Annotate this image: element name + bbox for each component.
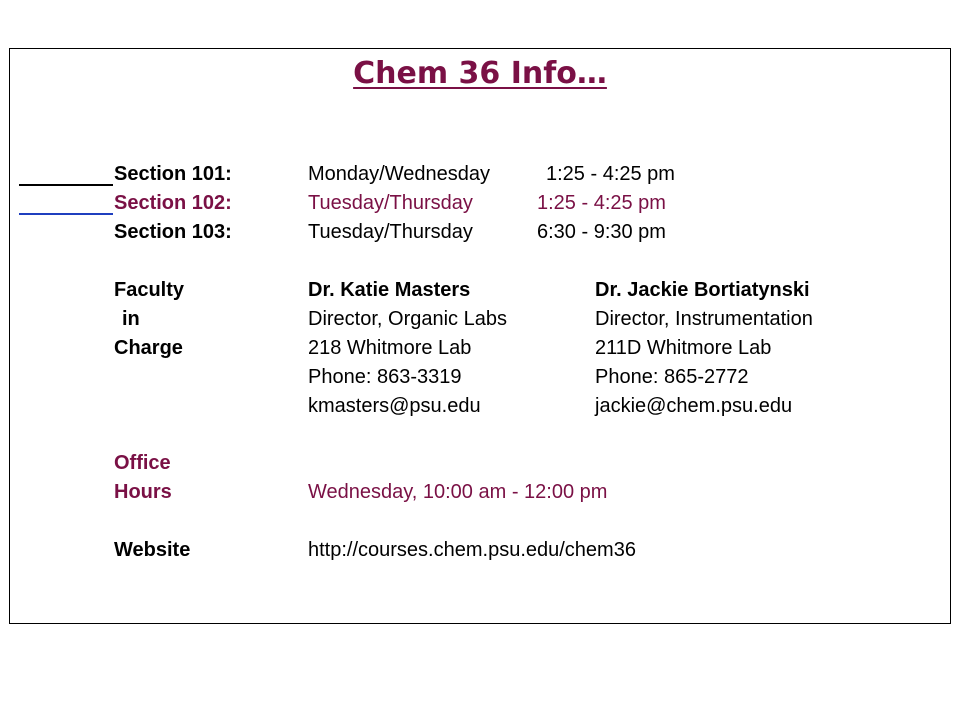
section-103-label: Section 103: (114, 221, 232, 243)
office-hours-label-line-2: Hours (114, 481, 172, 503)
section-101-time: 1:25 - 4:25 pm (546, 163, 675, 185)
title-text: Chem 36 Info… (353, 56, 607, 91)
faculty-label-line-2: in (122, 308, 140, 330)
website-link[interactable]: http://courses.chem.psu.edu/chem36 (308, 539, 636, 561)
faculty-2-phone: Phone: 865-2772 (595, 366, 749, 388)
faculty-label-line-3: Charge (114, 337, 183, 359)
section-102-days: Tuesday/Thursday (308, 192, 473, 214)
faculty-1-name: Dr. Katie Masters (308, 279, 471, 301)
section-103-time: 6:30 - 9:30 pm (537, 221, 666, 243)
website-label: Website (114, 539, 191, 561)
page-title (0, 56, 960, 92)
faculty-1-office: 218 Whitmore Lab (308, 337, 472, 359)
section-103-days: Tuesday/Thursday (308, 221, 473, 243)
section-102-time: 1:25 - 4:25 pm (537, 192, 666, 214)
section-101-marker-line (19, 184, 113, 186)
faculty-2-name: Dr. Jackie Bortiatynski (595, 279, 810, 301)
section-101-label: Section 101: (114, 163, 232, 185)
section-102-marker-line (19, 213, 113, 215)
faculty-1-phone: Phone: 863-3319 (308, 366, 462, 388)
section-102-label: Section 102: (114, 192, 232, 214)
section-101-days: Monday/Wednesday (308, 163, 490, 185)
office-hours-label-line-1: Office (114, 452, 171, 474)
faculty-2-office: 211D Whitmore Lab (595, 337, 772, 359)
faculty-1-role: Director, Organic Labs (308, 308, 507, 330)
faculty-1-email: kmasters@psu.edu (308, 395, 481, 417)
office-hours-value: Wednesday, 10:00 am - 12:00 pm (308, 481, 608, 503)
faculty-2-role: Director, Instrumentation (595, 308, 813, 330)
faculty-label-line-1: Faculty (114, 279, 185, 301)
faculty-2-email: jackie@chem.psu.edu (595, 395, 793, 417)
